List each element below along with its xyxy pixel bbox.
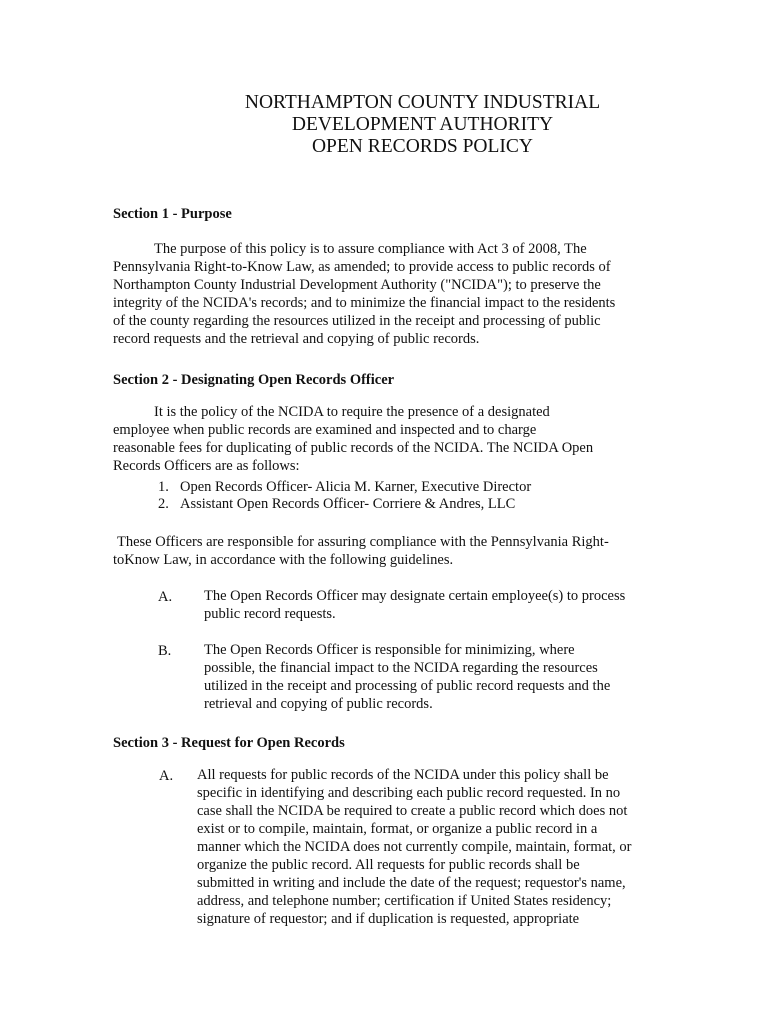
paragraph-line: public record requests. xyxy=(204,606,336,622)
paragraph-line: exist or to compile, maintain, format, or organize a public record in a xyxy=(197,821,598,837)
guideline-b-text xyxy=(204,641,610,713)
paragraph-line: specific in identifying and describing each public record requested. In no xyxy=(197,785,621,801)
paragraph-line: Pennsylvania Right-to-Know Law, as amended; to provide access to public records of xyxy=(113,259,611,275)
guideline-b-letter: B. xyxy=(158,643,172,659)
list-item-text: Open Records Officer- Alicia M. Karner, Executive Director xyxy=(180,479,532,495)
section-2-heading: Section 2 - Designating Open Records Officer xyxy=(113,372,395,388)
section-1-heading: Section 1 - Purpose xyxy=(113,206,232,222)
paragraph-line: submitted in writing and include the date of the request; requestor's name, xyxy=(197,875,626,891)
paragraph-line: All requests for public records of the NCIDA under this policy shall be xyxy=(197,767,609,783)
paragraph-line: It is the policy of the NCIDA to require the presence of a designated xyxy=(154,404,550,420)
list-item xyxy=(158,496,531,513)
paragraph-line: Northampton County Industrial Development Authority ("NCIDA"); to preserve the xyxy=(113,277,601,293)
paragraph-line: employee when public records are examined and inspected and to charge xyxy=(113,422,537,438)
title-line-1: NORTHAMPTON COUNTY INDUSTRIAL xyxy=(244,92,601,113)
paragraph-line: retrieval and copying of public records. xyxy=(204,696,433,712)
paragraph-line: address, and telephone number; certification if United States residency; xyxy=(197,893,612,909)
paragraph-line: The Open Records Officer is responsible for minimizing, where xyxy=(204,642,575,658)
paragraph-line: These Officers are responsible for assuring compliance with the Pennsylvania Right- xyxy=(117,534,609,550)
paragraph-line: The Open Records Officer may designate certain employee(s) to process xyxy=(204,588,626,604)
section-3-heading: Section 3 - Request for Open Records xyxy=(113,735,345,751)
document-title xyxy=(100,92,745,158)
title-line-2: DEVELOPMENT AUTHORITY xyxy=(291,114,554,135)
paragraph-line: utilized in the receipt and processing of public record requests and the xyxy=(204,678,611,694)
paragraph-line: Records Officers are as follows: xyxy=(113,458,300,474)
list-item-number: 2. xyxy=(158,496,169,512)
section-2-paragraph xyxy=(113,403,593,475)
list-item-text: Assistant Open Records Officer- Corriere & Andres, LLC xyxy=(180,496,516,512)
request-a-text xyxy=(197,766,631,928)
section-1-paragraph xyxy=(113,240,615,348)
responsibility-paragraph xyxy=(113,533,609,569)
paragraph-line: toKnow Law, in accordance with the following guidelines. xyxy=(113,552,454,568)
request-a-letter: A. xyxy=(159,768,174,784)
paragraph-line: possible, the financial impact to the NCIDA regarding the resources xyxy=(204,660,598,676)
list-item xyxy=(158,479,531,496)
paragraph-line: case shall the NCIDA be required to create a public record which does not xyxy=(197,803,628,819)
guideline-a-text xyxy=(204,587,625,623)
paragraph-line: record requests and the retrieval and copying of public records. xyxy=(113,331,480,347)
list-item-number: 1. xyxy=(158,479,169,495)
guideline-a-letter: A. xyxy=(158,589,173,605)
title-line-3: OPEN RECORDS POLICY xyxy=(311,136,534,157)
paragraph-line: organize the public record. All requests for public records shall be xyxy=(197,857,580,873)
paragraph-line: reasonable fees for duplicating of public records of the NCIDA. The NCIDA Open xyxy=(113,440,594,456)
paragraph-line: integrity of the NCIDA's records; and to minimize the financial impact to the residents xyxy=(113,295,616,311)
paragraph-line: signature of requestor; and if duplication is requested, appropriate xyxy=(197,911,580,927)
officers-list xyxy=(158,479,531,513)
paragraph-line: manner which the NCIDA does not currently compile, maintain, format, or xyxy=(197,839,632,855)
paragraph-line: of the county regarding the resources utilized in the receipt and processing of public xyxy=(113,313,601,329)
paragraph-line: The purpose of this policy is to assure compliance with Act 3 of 2008, The xyxy=(154,241,587,257)
